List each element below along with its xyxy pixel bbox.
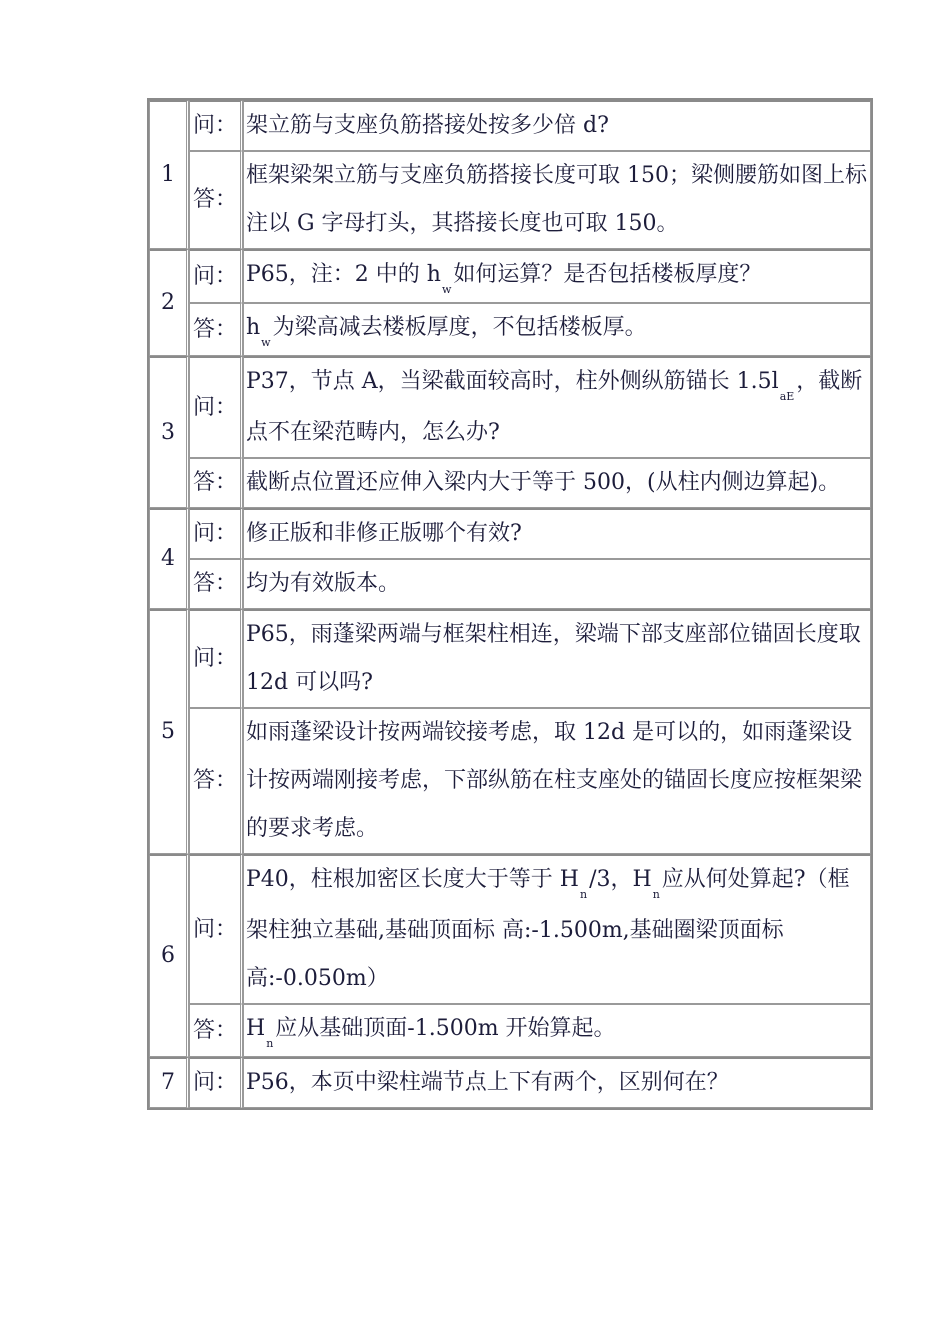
qa-answer-row (149, 151, 871, 249)
subscript: n (579, 888, 588, 901)
item-number: 7 (149, 1057, 189, 1108)
text-segment: P37，节点 A，当梁截面较高时，柱外侧纵筋锚长 1.5l (246, 369, 779, 394)
item-number: 4 (149, 508, 189, 609)
text-segment: 均为有效版本。 (246, 571, 401, 596)
item-number: 5 (149, 609, 189, 854)
question-label: 问： (189, 508, 243, 559)
text-segment: P65，注：2 中的 h (246, 262, 441, 287)
answer-text (243, 303, 871, 356)
qa-question-row (149, 609, 871, 708)
qa-table (147, 98, 873, 1110)
question-text (243, 854, 871, 1004)
answer-text (243, 559, 871, 609)
qa-question-row (149, 508, 871, 559)
qa-table-body (149, 100, 871, 1108)
question-text (243, 1057, 871, 1108)
answer-label: 答： (189, 151, 243, 249)
answer-text (243, 708, 871, 854)
text-segment: 如雨蓬梁设计按两端铰接考虑，取 12d 是可以的，如雨蓬梁设计按两端刚接考虑，下部纵筋在柱支座处的锚固长度应按框架梁的要求考虑。 (246, 720, 863, 841)
subscript: n (266, 1037, 274, 1050)
item-number: 1 (149, 100, 189, 249)
answer-text (243, 151, 871, 249)
text-segment: 修正版和非修正版哪个有效? (246, 521, 522, 546)
answer-label: 答： (189, 1004, 243, 1057)
question-label: 问： (189, 854, 243, 1004)
question-label: 问： (189, 1057, 243, 1108)
question-text (243, 508, 871, 559)
qa-answer-row (149, 458, 871, 508)
text-segment: 架立筋与支座负筋搭接处按多少倍 d? (246, 113, 609, 138)
subscript: w (261, 336, 271, 349)
text-segment: 应从何处算起?（框架柱独立基础,基础顶面标 高:-1.500m,基础圈梁顶面标高:-0.050m） (246, 867, 850, 991)
text-segment: ，截断点不在梁范畴内，怎么办? (246, 369, 863, 445)
question-label: 问： (189, 356, 243, 458)
question-label: 问： (189, 609, 243, 708)
qa-question-row (149, 1057, 871, 1108)
text-segment: h (246, 315, 261, 340)
question-label: 问： (189, 100, 243, 151)
question-label: 问： (189, 249, 243, 303)
text-segment: P40，柱根加密区长度大于等于 H (246, 867, 579, 892)
answer-label: 答： (189, 458, 243, 508)
answer-label: 答： (189, 303, 243, 356)
qa-answer-row (149, 1004, 871, 1057)
qa-answer-row (149, 303, 871, 356)
text-segment: 框架梁架立筋与支座负筋搭接长度可取 150；梁侧腰筋如图上标注以 G 字母打头，其搭接长度也可取 150。 (246, 163, 867, 236)
qa-answer-row (149, 559, 871, 609)
text-segment: 截断点位置还应伸入梁内大于等于 500，(从柱内侧边算起)。 (246, 470, 841, 495)
item-number: 3 (149, 356, 189, 508)
text-segment: /3，H (589, 867, 652, 892)
subscript: w (441, 283, 452, 296)
qa-answer-row (149, 708, 871, 854)
text-segment: P65，雨蓬梁两端与框架柱相连，梁端下部支座部位锚固长度取 12d 可以吗? (246, 622, 861, 695)
text-segment: 如何运算？是否包括楼板厚度？ (453, 262, 762, 287)
question-text (243, 609, 871, 708)
text-segment: 应从基础顶面-1.500m 开始算起。 (275, 1016, 616, 1041)
text-segment: 为梁高减去楼板厚度，不包括楼板厚。 (272, 315, 647, 340)
question-text (243, 249, 871, 303)
answer-text (243, 1004, 871, 1057)
answer-label: 答： (189, 708, 243, 854)
answer-label: 答： (189, 559, 243, 609)
qa-question-row (149, 356, 871, 458)
qa-question-row (149, 854, 871, 1004)
qa-question-row (149, 100, 871, 151)
text-segment: H (246, 1016, 266, 1041)
subscript: n (652, 888, 660, 901)
subscript: aE (779, 390, 795, 403)
text-segment: P56，本页中梁柱端节点上下有两个，区别何在？ (246, 1070, 729, 1095)
item-number: 6 (149, 854, 189, 1057)
question-text (243, 356, 871, 458)
qa-question-row (149, 249, 871, 303)
item-number: 2 (149, 249, 189, 356)
question-text (243, 100, 871, 151)
answer-text (243, 458, 871, 508)
